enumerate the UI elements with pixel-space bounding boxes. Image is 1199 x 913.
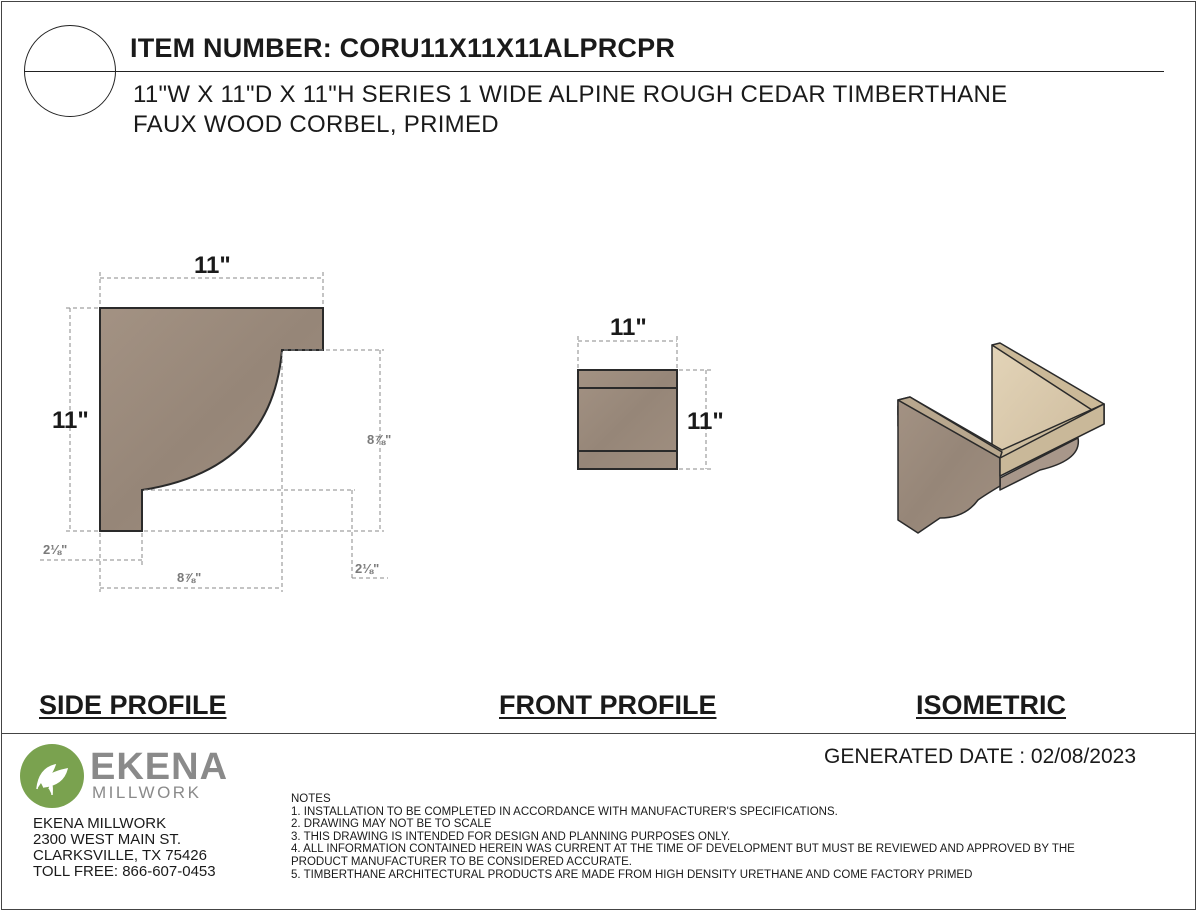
brand-subtitle: MILLWORK	[92, 783, 202, 802]
company-street: 2300 WEST MAIN ST.	[33, 831, 182, 848]
description-line-1: 11"W X 11"D X 11"H SERIES 1 WIDE ALPINE ROUGH CEDAR TIMBERTHANE	[133, 81, 1008, 108]
company-name: EKENA MILLWORK	[33, 815, 167, 832]
front-profile-label: FRONT PROFILE	[499, 690, 717, 720]
front-height-dim: 11"	[687, 408, 724, 435]
note-4-cont: PRODUCT MANUFACTURER TO BE CONSIDERED ACCURATE.	[291, 856, 632, 868]
isometric-view	[898, 343, 1104, 533]
notes-title: NOTES	[291, 793, 331, 805]
note-4: 4. ALL INFORMATION CONTAINED HEREIN WAS CURRENT AT THE TIME OF DEVELOPMENT BUT MUST BE REVIEWED AND APPROVED BY THE	[291, 843, 1075, 855]
note-1: 1. INSTALLATION TO BE COMPLETED IN ACCORDANCE WITH MANUFACTURER'S SPECIFICATIONS.	[291, 806, 838, 818]
note-2: 2. DRAWING MAY NOT BE TO SCALE	[291, 818, 492, 830]
brand-name: EKENA	[90, 746, 229, 788]
company-city: CLARKSVILLE, TX 75426	[33, 847, 207, 864]
ekena-leaf-logo-icon	[19, 743, 89, 813]
generated-date: GENERATED DATE : 02/08/2023	[824, 745, 1137, 768]
side-foot-height-dim: 2⅛"	[355, 561, 380, 576]
company-phone: TOLL FREE: 866-607-0453	[33, 863, 216, 880]
note-5: 5. TIMBERTHANE ARCHITECTURAL PRODUCTS ARE MADE FROM HIGH DENSITY URETHANE AND COME FACTORY PRIMED	[291, 869, 973, 881]
note-3: 3. THIS DRAWING IS INTENDED FOR DESIGN AND PLANNING PURPOSES ONLY.	[291, 831, 731, 843]
description-line-2: FAUX WOOD CORBEL, PRIMED	[133, 111, 499, 138]
front-width-dim: 11"	[610, 314, 647, 341]
side-height-dim: 11"	[52, 407, 89, 434]
side-width-dim: 11"	[194, 252, 231, 279]
isometric-label: ISOMETRIC	[916, 690, 1067, 720]
side-curve-height-dim: 8⅞"	[367, 432, 392, 447]
front-profile-shape	[578, 370, 677, 469]
side-curve-width-dim: 8⅞"	[177, 570, 202, 585]
footer-rule	[1, 733, 1196, 734]
side-profile-label: SIDE PROFILE	[39, 690, 227, 720]
side-foot-width-dim: 2⅛"	[43, 542, 68, 557]
item-number: ITEM NUMBER: CORU11X11X11ALPRCPR	[130, 33, 676, 63]
side-profile-shape	[100, 308, 323, 531]
